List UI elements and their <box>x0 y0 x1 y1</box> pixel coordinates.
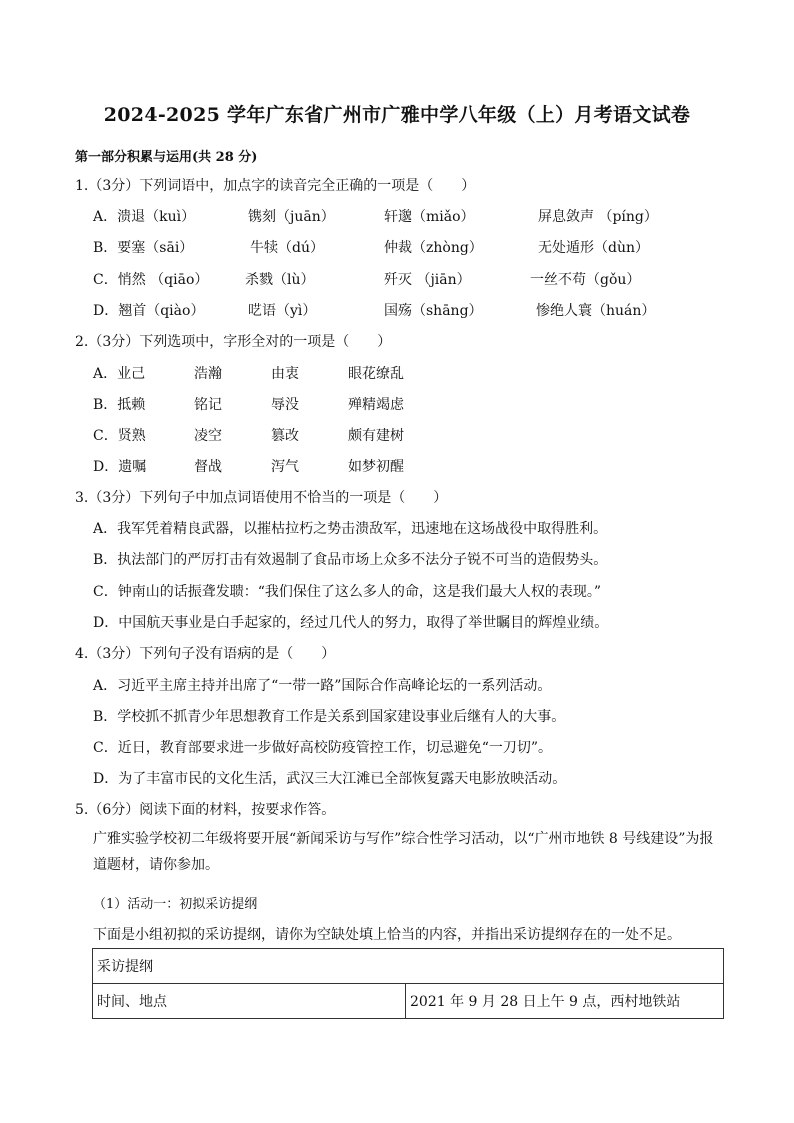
q1-option-c-4: 一丝不苟（gǒu） <box>530 272 641 288</box>
q2-option-b-3: 辱没 <box>271 397 299 413</box>
q2-option-a-3: 由衷 <box>271 366 299 382</box>
question-1-stem: 1.（3分）下列词语中，加点字的读音完全正确的一项是（ ） <box>75 178 476 194</box>
q1-option-b-2: 牛犊（dú） <box>250 240 324 256</box>
q1-option-b-3: 仲裁（zhòng） <box>384 240 483 256</box>
q2-option-a-1: A．业己 <box>93 366 146 382</box>
table-value-cell: 2021 年 9 月 28 日上午 9 点，西村地铁站 <box>406 984 724 1019</box>
question-4-stem: 4.（3分）下列句子没有语病的是（ ） <box>75 646 336 662</box>
interview-outline-table <box>92 948 724 1019</box>
question-5-stem: 5.（6分）阅读下面的材料，按要求作答。 <box>75 802 336 818</box>
q1-option-c-3: 歼灭 （jiān） <box>384 272 471 288</box>
q2-option-d-1: D．遗嘱 <box>93 459 147 475</box>
table-label-cell: 时间、地点 <box>93 984 406 1019</box>
q1-option-a-1: A．溃退（kuì） <box>93 209 196 225</box>
q1-option-d-3: 国殇（shāng） <box>384 303 483 319</box>
q1-option-a-2: 镌刻（juān） <box>248 209 335 225</box>
q2-option-c-1: C．贤熟 <box>93 428 146 444</box>
q2-option-d-2: 督战 <box>194 459 222 475</box>
table-row <box>93 949 724 984</box>
q1-option-d-4: 惨绝人寰（huán） <box>536 303 656 319</box>
q1-option-a-3: 轩邈（miǎo） <box>384 209 475 225</box>
q3-option-d: D．中国航天事业是白手起家的，经过几代人的努力，取得了举世瞩目的辉煌业绩。 <box>93 615 609 631</box>
q2-option-c-3: 篡改 <box>271 428 299 444</box>
q4-option-d: D．为了丰富市民的文化生活，武汉三大江滩已全部恢复露天电影放映活动。 <box>93 771 567 787</box>
q2-option-a-4: 眼花缭乱 <box>348 366 404 382</box>
q2-option-a-2: 浩瀚 <box>194 366 222 382</box>
section-heading: 第一部分积累与运用(共 28 分) <box>75 150 258 165</box>
q2-option-c-4: 颇有建树 <box>348 428 404 444</box>
q3-option-a: A．我军凭着精良武器，以摧枯拉朽之势击溃敌军，迅速地在这场战役中取得胜利。 <box>93 521 608 537</box>
q4-option-a: A．习近平主席主持并出席了“一带一路”国际合作高峰论坛的一系列活动。 <box>93 678 552 694</box>
table-header-cell: 采访提纲 <box>93 949 724 984</box>
q2-option-b-2: 铭记 <box>194 397 222 413</box>
q2-option-d-3: 泻气 <box>271 459 299 475</box>
q1-option-b-1: B．要塞（sāi） <box>93 240 194 256</box>
q5-instruction: 下面是小组初拟的采访提纲，请你为空缺处填上恰当的内容，并指出采访提纲存在的一处不足。 <box>93 927 681 943</box>
question-2-stem: 2.（3分）下列选项中，字形全对的一项是（ ） <box>75 334 392 350</box>
q5-sub-question-1: （1）活动一：初拟采访提纲 <box>93 897 258 912</box>
q1-option-d-2: 呓语（yì） <box>248 303 317 319</box>
question-3-stem: 3.（3分）下列句子中加点词语使用不恰当的一项是（ ） <box>75 490 448 506</box>
exam-title: 2024-2025 学年广东省广州市广雅中学八年级（上）月考语文试卷 <box>103 104 691 126</box>
q1-option-d-1: D．翘首（qiào） <box>93 303 205 319</box>
q3-option-b: B．执法部门的严厉打击有效遏制了食品市场上众多不法分子锐不可当的造假势头。 <box>93 552 608 568</box>
q2-option-b-4: 殚精竭虑 <box>348 397 404 413</box>
q2-option-b-1: B．抵赖 <box>93 397 146 413</box>
q5-material: 广雅实验学校初二年级将要开展“新闻采访与写作”综合性学习活动，以“广州市地铁 8 号线建设”为报道题材，请你参加。 <box>93 831 714 873</box>
q1-option-a-4: 屏息敛声 （píng） <box>538 209 658 225</box>
q1-option-b-4: 无处遁形（dùn） <box>538 240 649 256</box>
q1-option-c-2: 杀戮（lù） <box>245 272 315 288</box>
q1-option-c-1: C．悄然 （qiāo） <box>93 272 209 288</box>
table-row <box>93 984 724 1019</box>
q2-option-c-2: 凌空 <box>194 428 222 444</box>
q3-option-c: C．钟南山的话振聋发聩：“我们保住了这么多人的命，这是我们最大人权的表现。” <box>93 584 602 600</box>
q2-option-d-4: 如梦初醒 <box>348 459 404 475</box>
q4-option-b: B．学校抓不抓青少年思想教育工作是关系到国家建设事业后继有人的大事。 <box>93 709 566 725</box>
q4-option-c: C．近日，教育部要求进一步做好高校防疫管控工作，切忌避免“一刀切”。 <box>93 740 553 756</box>
